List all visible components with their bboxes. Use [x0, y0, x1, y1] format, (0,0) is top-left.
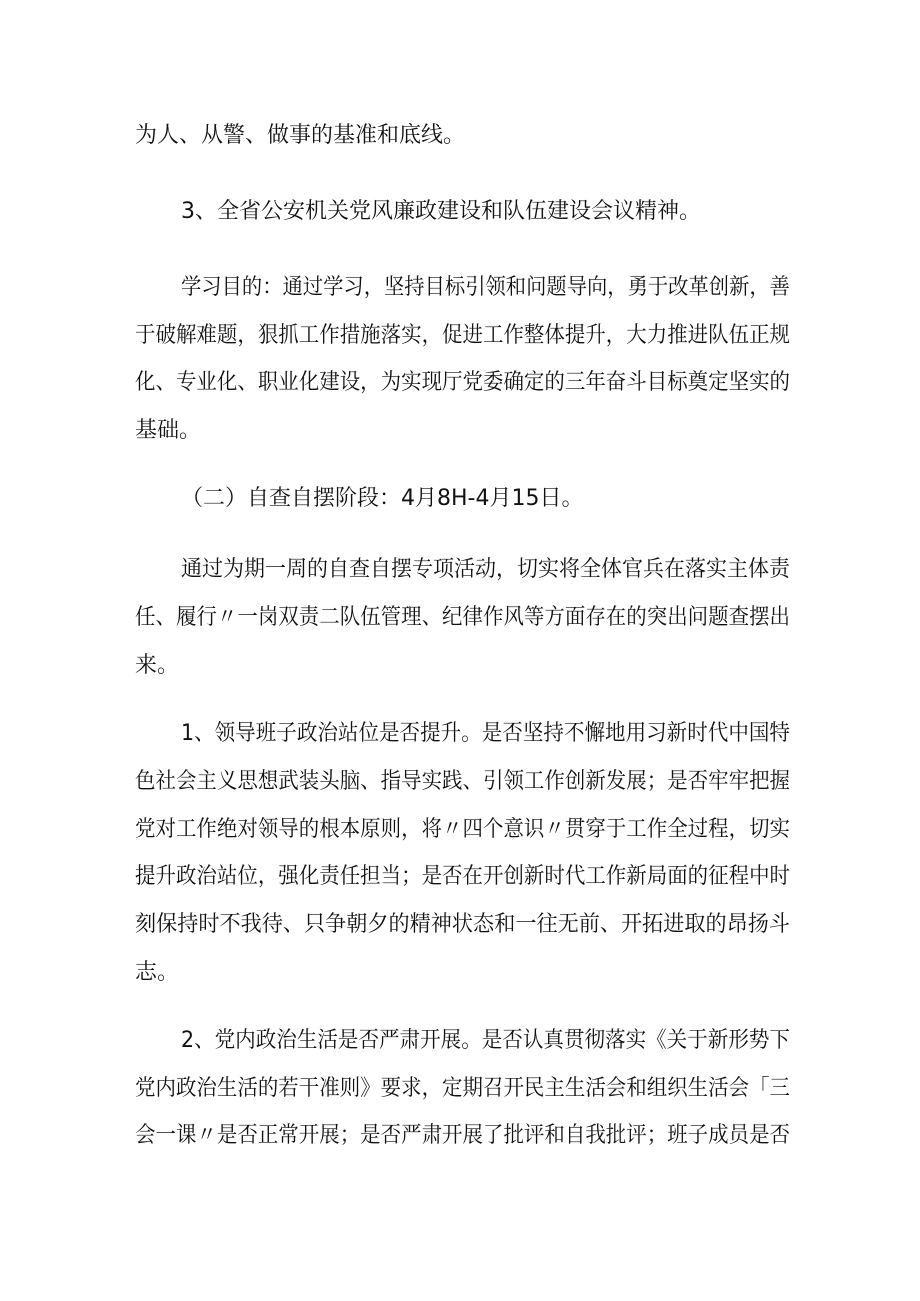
text-line: 党对工作绝对领导的根本原则，将〃四个意识〃贯穿于工作全过程，切实 [135, 817, 791, 842]
text-line: 提升政治站位，强化责任担当；是否在开创新时代工作新局面的征程中时 [135, 864, 791, 889]
text-line: 党内政治生活的若干准则》要求，定期召开民主生活会和组织生活会「三 [135, 1076, 791, 1101]
text-line: 于破解难题，狠抓工作措施落实，促进工作整体提升，大力推进队伍正规 [135, 323, 791, 348]
text-line: 色社会主义思想武装头脑、指导实践、引领工作创新发展；是否牢牢把握 [135, 769, 791, 794]
text-line: 通过为期一周的自查自摆专项活动，切实将全体官兵在落实主体责 [181, 557, 790, 582]
section-heading: （二）自查自摆阶段：4月8H-4月15日。 [181, 486, 584, 511]
text-line: 会一课〃是否正常开展；是否严肃开展了批评和自我批评；班子成员是否 [135, 1123, 791, 1148]
text-line: 学习目的：通过学习，坚持目标引领和问题导向，勇于改革创新，善 [181, 275, 790, 300]
text-line: 基础。 [135, 418, 202, 443]
text-line: 化、专业化、职业化建设，为实现厅党委确定的三年奋斗目标奠定坚实的 [135, 370, 791, 395]
text-line: 任、履行〃一岗双责二队伍管理、纪律作风等方面存在的突出问题查摆出 [135, 605, 791, 630]
text-line: 来。 [135, 653, 180, 678]
text-line: 3、全省公安机关党风廉政建设和队伍建设会议精神。 [181, 199, 701, 224]
text-line: 刻保持时不我待、只争朝夕的精神状态和一往无前、开拓进取的昂扬斗 [135, 912, 791, 937]
text-line: 为人、从警、做事的基准和底线。 [135, 123, 466, 148]
text-line: 2、党内政治生活是否严肃开展。是否认真贯彻落实《关于新形势下 [181, 1028, 790, 1053]
text-line: 1、领导班子政治站位是否提升。是否坚持不懈地用习新时代中国特 [181, 721, 790, 746]
text-line: 志。 [135, 960, 180, 985]
